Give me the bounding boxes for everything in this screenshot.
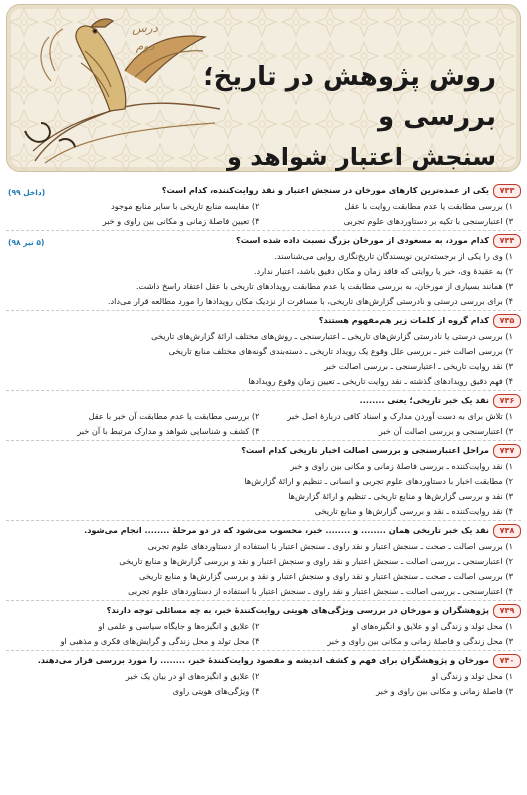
question-header <box>6 442 521 459</box>
question-header <box>6 522 521 539</box>
question-text: نقد یک خبر تاریخی؛ یعنی ........ <box>359 395 489 405</box>
question-number: ۷۳۴ <box>493 234 521 248</box>
answer-option[interactable]: ۲) بررسی اصالت خبر ـ بررسی علل وقوع یک رویداد تاریخی ـ دسته‌بندی گونه‌های مختلف منابع تاریخی <box>168 346 513 356</box>
answer-option[interactable]: ۳) اعتبارسنجی و بررسی اصالت آن خبر <box>378 426 513 436</box>
answer-option[interactable]: ۴) اعتبارسنجی ـ بررسی اصالت ـ سنجش اعتبار و نقد راوی ـ سنجش اعتبار با استفاده از دستاوردهای علوم تجربی <box>128 586 513 596</box>
answer-option[interactable]: ۱) نقد روایت‌کننده ـ بررسی فاصلهٔ زمانی و مکانی بین راوی و خبر <box>290 461 513 471</box>
answer-options <box>6 409 521 439</box>
answer-options <box>6 249 521 309</box>
answer-options <box>6 539 521 599</box>
answer-option[interactable]: ۴) کشف و شناسایی شواهد و مدارک مرتبط با آن خبر <box>77 426 260 436</box>
answer-options <box>6 669 521 699</box>
answer-options <box>6 329 521 389</box>
chapter-title-line1: روش پژوهش در تاریخ؛ بررسی و <box>203 62 496 132</box>
question-header <box>6 312 521 329</box>
answer-option[interactable]: ۴) ویژگی‌های هویتی راوی <box>172 686 260 696</box>
answer-option[interactable]: ۱) محل تولد و زندگی او و علایق و انگیزه‌های او <box>352 621 513 631</box>
question-divider <box>6 440 521 441</box>
question-number: ۷۳۸ <box>493 524 521 538</box>
question-number: ۷۳۳ <box>493 184 521 198</box>
question-block <box>6 522 521 601</box>
question-block <box>6 602 521 651</box>
question-text: نقد یک خبر تاریخی همان ........ و ........ خبر، محسوب می‌شود که در دو مرحلهٔ ........ انجام می‌شود. <box>84 525 489 535</box>
chapter-title-line2: سنجش اعتبار شواهد و <box>226 143 496 171</box>
question-text: مورخان و پژوهشگران برای فهم و کشف اندیشه و مقصود روایت‌کنندهٔ خبر، ........ را مورد بررسی قرار می‌دهند. <box>37 655 489 665</box>
question-number: ۷۴۰ <box>493 654 521 668</box>
question-number: ۷۳۵ <box>493 314 521 328</box>
chapter-title <box>176 57 496 172</box>
question-number: ۷۳۹ <box>493 604 521 618</box>
question-block <box>6 312 521 391</box>
answer-option[interactable]: ۱) تلاش برای به دست آوردن مدارک و اسناد کافی دربارهٔ اصل خبر <box>287 411 513 421</box>
answer-option[interactable]: ۳) بررسی اصالت ـ صحت ـ سنجش اعتبار و نقد راوی و سنجش اعتبار و نقد و بررسی گزارش‌ها و منابع تاریخی <box>138 571 513 581</box>
answer-option[interactable]: ۲) علایق و انگیزه‌ها و جایگاه سیاسی و علمی او <box>98 621 260 631</box>
answer-option[interactable]: ۴) تعیین فاصلهٔ زمانی و مکانی بین راوی و خبر <box>102 216 260 226</box>
question-block <box>6 442 521 521</box>
chapter-banner <box>6 4 521 172</box>
question-divider <box>6 230 521 231</box>
question-number: ۷۳۶ <box>493 394 521 408</box>
question-header <box>6 602 521 619</box>
answer-option[interactable]: ۳) همانند بسیاری از مورخان، به بررسی مطابقت یا عدم مطابقت رویدادهای تاریخی با عقل اعتقاد راسخ داشت. <box>135 281 513 291</box>
answer-options <box>6 619 521 649</box>
question-block <box>6 232 521 311</box>
question-text: یکی از عمده‌ترین کارهای مورخان در سنجش اعتبار و نقد روایت‌کننده، کدام است؟ <box>161 185 489 195</box>
answer-option[interactable]: ۲) اعتبارسنجی ـ بررسی اصالت ـ سنجش اعتبار و نقد راوی و سنجش اعتبار و نقد و بررسی گزارش‌ها و منابع تاریخی <box>119 556 513 566</box>
question-number: ۷۳۷ <box>493 444 521 458</box>
answer-option[interactable]: ۴) فهم دقیق رویدادهای گذشته ـ نقد روایت تاریخی ـ تعیین زمان وقوع رویدادها <box>248 376 513 386</box>
question-list <box>6 182 521 699</box>
question-header <box>6 182 521 199</box>
answer-option[interactable]: ۱) محل تولد و زندگی او <box>431 671 513 681</box>
answer-options <box>6 459 521 519</box>
question-source: (داخل ۹۹) <box>8 188 46 197</box>
question-text: کدام گروه از کلمات زیر هم‌مفهوم هستند؟ <box>318 315 489 325</box>
answer-option[interactable]: ۱) بررسی اصالت ـ صحت ـ سنجش اعتبار و نقد راوی ـ سنجش اعتبار با استفاده از دستاوردهای علوم تجربی <box>147 541 513 551</box>
question-text: مراحل اعتبارسنجی و بررسی اصالت اخبار تاریخی کدام است؟ <box>241 445 489 455</box>
question-block <box>6 652 521 699</box>
question-block <box>6 392 521 441</box>
answer-option[interactable]: ۴) محل تولد و محل زندگی و گرایش‌های فکری و مذهبی او <box>60 636 260 646</box>
question-block <box>6 182 521 231</box>
answer-option[interactable]: ۳) فاصلهٔ زمانی و مکانی بین راوی و خبر <box>376 686 513 696</box>
answer-option[interactable]: ۴) برای بررسی درستی و نادرستی گزارش‌های تاریخی، با مسافرت از نزدیک مکان رویدادها را مورد مطالعه قرار می‌داد. <box>107 296 513 306</box>
question-divider <box>6 650 521 651</box>
answer-option[interactable]: ۲) مقایسه منابع تاریخی با سایر منابع موجود <box>111 201 260 211</box>
question-divider <box>6 600 521 601</box>
question-header <box>6 232 521 249</box>
question-text: پژوهشگران و مورخان در بررسی ویژگی‌های هویتی روایت‌کنندهٔ خبر، به چه مسائلی توجه دارند؟ <box>106 605 489 615</box>
answer-option[interactable]: ۱) وی را یکی از برجسته‌ترین نویسندگان تاریخ‌نگاری روایی می‌شناسند. <box>274 251 513 261</box>
question-divider <box>6 390 521 391</box>
answer-option[interactable]: ۳) اعتبارسنجی با تکیه بر دستاوردهای علوم تجربی <box>343 216 513 226</box>
answer-option[interactable]: ۳) نقد و بررسی گزارش‌ها و منابع تاریخی ـ تنظیم و ارائهٔ گزارش‌ها <box>288 491 513 501</box>
answer-option[interactable]: ۲) بررسی مطابقت یا عدم مطابقت آن خبر با عقل <box>88 411 260 421</box>
answer-option[interactable]: ۳) نقد روایت تاریخی ـ اعتبارسنجی ـ بررسی اصالت خبر <box>324 361 513 371</box>
question-source: (۵ تیر ۹۸) <box>8 238 45 247</box>
answer-options <box>6 199 521 229</box>
question-divider <box>6 520 521 521</box>
question-header <box>6 652 521 669</box>
question-text: کدام مورد، به مسعودی از مورخان بزرگ نسبت داده شده است؟ <box>236 235 489 245</box>
answer-option[interactable]: ۲) مطابقت اخبار با دستاوردهای علوم تجربی و انسانی ـ تنظیم و ارائهٔ گزارش‌ها <box>244 476 513 486</box>
answer-option[interactable]: ۲) به عقیدهٔ وی، خبر یا روایتی که فاقد زمان و مکان دقیق باشد، اعتبار ندارد. <box>253 266 513 276</box>
question-header <box>6 392 521 409</box>
answer-option[interactable]: ۳) محل زندگی و فاصلهٔ زمانی و مکانی بین راوی و خبر <box>327 636 513 646</box>
answer-option[interactable]: ۴) نقد روایت‌کننده ـ نقد و بررسی گزارش‌ها و منابع تاریخی <box>314 506 513 516</box>
answer-option[interactable]: ۲) علایق و انگیزه‌های او در بیان یک خبر <box>125 671 260 681</box>
question-divider <box>6 310 521 311</box>
answer-option[interactable]: ۱) بررسی مطابقت یا عدم مطابقت روایت با عقل <box>344 201 513 211</box>
answer-option[interactable]: ۱) بررسی درستی یا نادرستی گزارش‌های تاریخی ـ اعتبارسنجی ـ روش‌های مختلف ارائهٔ گزارش‌های تاریخی <box>151 331 513 341</box>
lesson-badge: درس دوم <box>132 21 158 53</box>
